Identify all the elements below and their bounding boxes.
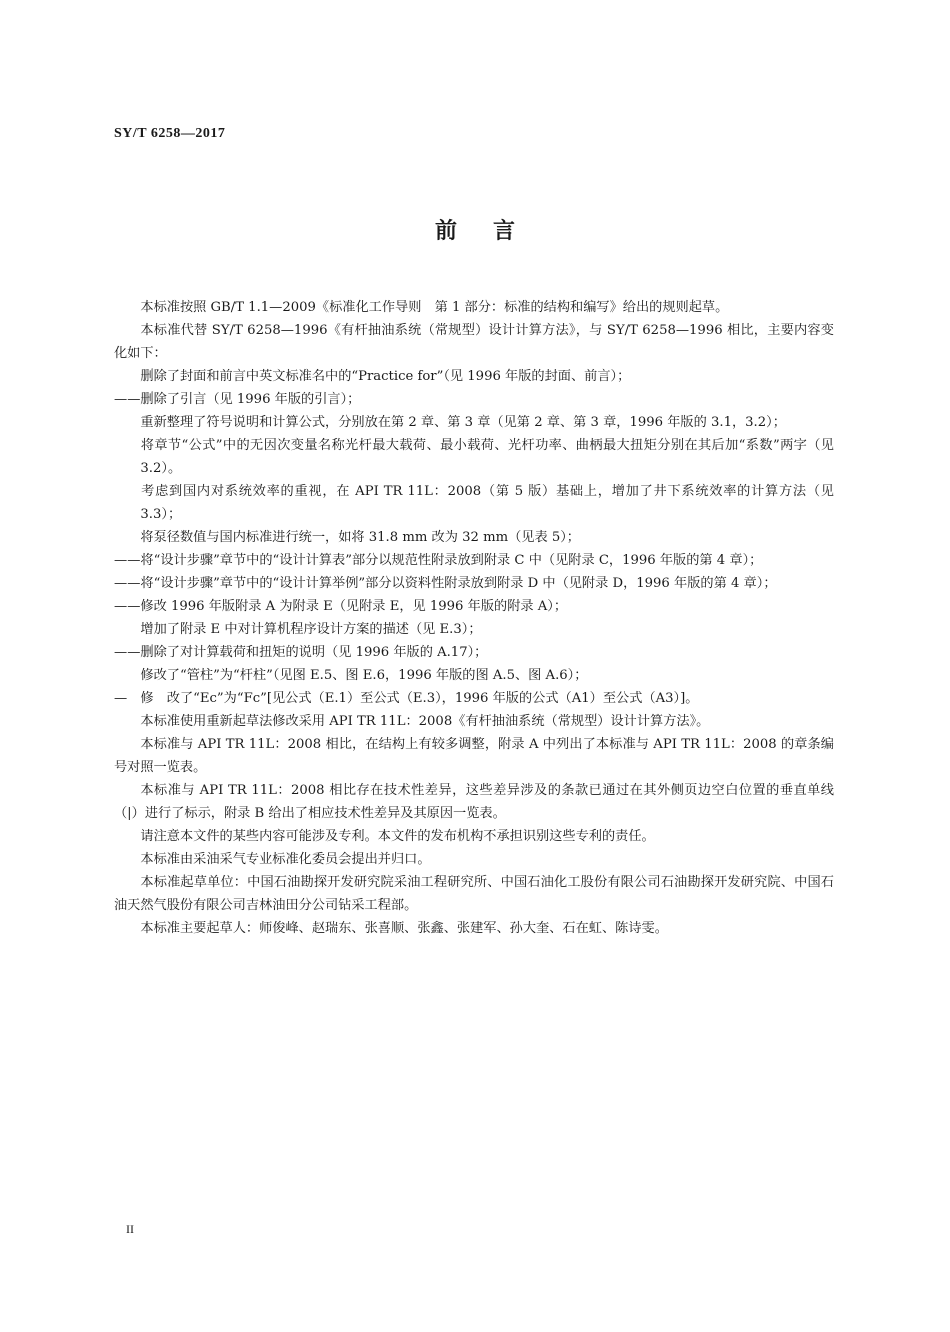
list-item: 考虑到国内对系统效率的重视，在 API TR 11L：2008（第 5 版）基础上，增加了井下系统效率的计算方法（见 3.3）；: [140, 484, 834, 522]
paragraph: 请注意本文件的某些内容可能涉及专利。本文件的发布机构不承担识别这些专利的责任。: [140, 829, 655, 844]
document-body: [114, 296, 834, 940]
list-dash: ——: [114, 392, 141, 407]
paragraph: 本标准按照 GB/T 1.1—2009《标准化工作导则 第 1 部分：标准的结构和编写》给出的规则起草。: [140, 300, 729, 315]
paragraph: 本标准使用重新起草法修改采用 API TR 11L：2008《有杆抽油系统（常规型）设计计算方法》。: [140, 714, 710, 729]
list-item: 增加了附录 E 中对计算机程序设计方案的描述（见 E.3）；: [140, 622, 482, 637]
page-number: II: [126, 1222, 134, 1236]
list-item: ——修改 1996 年版附录 A 为附录 E（见附录 E，见 1996 年版的附录 A）；: [114, 595, 834, 618]
page-title: 前言: [434, 218, 551, 244]
list-dash: ——: [114, 553, 141, 568]
paragraph: 本标准与 API TR 11L：2008 相比，在结构上有较多调整，附录 A 中列出了本标准与 API TR 11L：2008 的章条编号对照一览表。: [114, 737, 834, 775]
list-item: 将章节“公式”中的无因次变量名称光杆最大载荷、最小载荷、光杆功率、曲柄最大扭矩分别在其后加“系数”两字（见 3.2）。: [140, 438, 834, 476]
list-dash: ——: [114, 645, 141, 660]
paragraph: 本标准由采油采气专业标准化委员会提出并归口。: [140, 852, 431, 867]
list-item: 重新整理了符号说明和计算公式，分别放在第 2 章、第 3 章（见第 2 章、第 3 章，1996 年版的 3.1，3.2）；: [140, 415, 786, 430]
list-item: 删除了封面和前言中英文标准名中的“Practice for”（见 1996 年版的封面、前言）；: [140, 369, 631, 384]
list-dash: ——: [114, 576, 141, 591]
paragraph: 本标准主要起草人：师俊峰、赵瑞东、张喜顺、张鑫、张建军、孙大奎、石在虹、陈诗雯。: [140, 921, 668, 936]
paragraph: 本标准与 API TR 11L：2008 相比存在技术性差异，这些差异涉及的条款已通过在其外侧页边空白位置的垂直单线（|）进行了标示，附录 B 给出了相应技术性差异及其原因一览表。: [114, 783, 834, 821]
paragraph: 本标准代替 SY/T 6258—1996《有杆抽油系统（常规型）设计计算方法》，与 SY/T 6258—1996 相比，主要内容变化如下：: [114, 323, 834, 361]
list-item: ——将“设计步骤”章节中的“设计计算表”部分以规范性附录放到附录 C 中（见附录 C，1996 年版的第 4 章）；: [114, 549, 834, 572]
standard-code: SY/T 6258—2017: [114, 126, 226, 141]
paragraph: 本标准起草单位：中国石油勘探开发研究院采油工程研究所、中国石油化工股份有限公司石油勘探开发研究院、中国石油天然气股份有限公司吉林油田分公司钻采工程部。: [114, 875, 834, 913]
list-item: 将泵径数值与国内标准进行统一，如将 31.8 mm 改为 32 mm（见表 5）；: [140, 530, 580, 545]
list-item: 修改了“管柱”为“杆柱”（见图 E.5、图 E.6，1996 年版的图 A.5、图 A.6）；: [140, 668, 588, 683]
list-item: ——删除了引言（见 1996 年版的引言）；: [114, 388, 834, 411]
list-item: — 修 改了“Ec”为“Fc”[见公式（E.1）至公式（E.3），1996 年版的公式（A1）至公式（A3）]。: [114, 687, 834, 710]
list-item: ——删除了对计算载荷和扭矩的说明（见 1996 年版的 A.17）；: [114, 641, 834, 664]
list-dash: —: [114, 691, 128, 706]
list-dash: ——: [114, 599, 141, 614]
list-item: ——将“设计步骤”章节中的“设计计算举例”部分以资料性附录放到附录 D 中（见附录 D，1996 年版的第 4 章）；: [114, 572, 834, 595]
